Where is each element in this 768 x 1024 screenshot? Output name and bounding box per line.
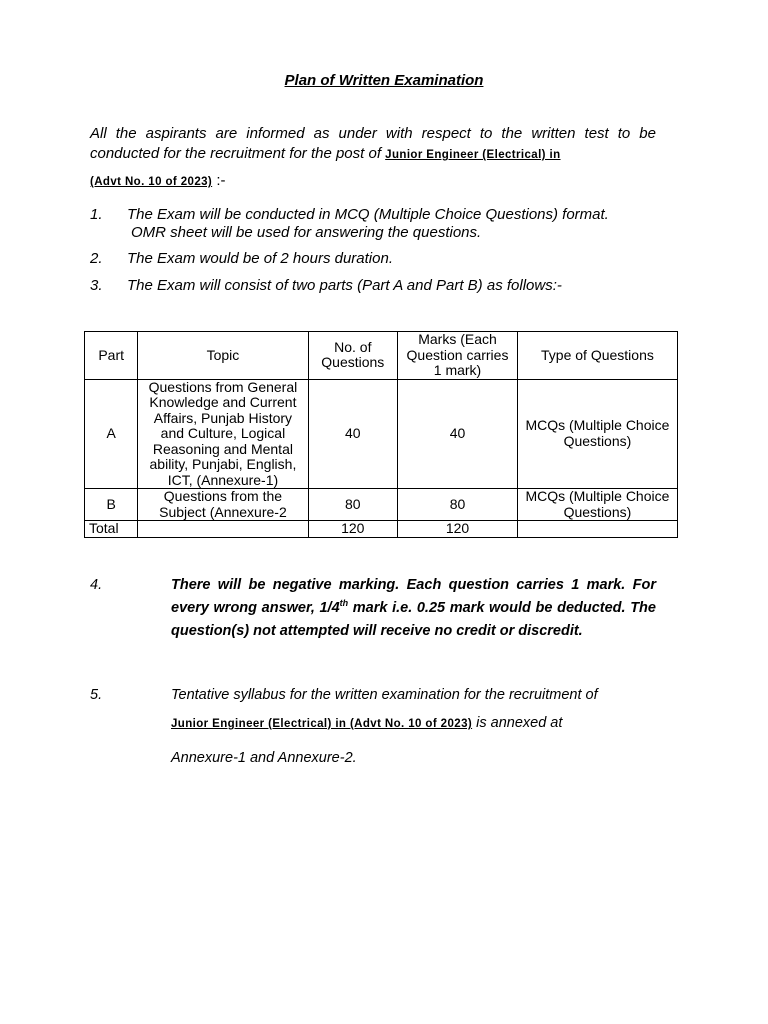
point-number: 3. xyxy=(90,277,103,294)
point-text: Tentative syllabus for the written examination for the recruitment of xyxy=(171,687,598,703)
intro-tail: :- xyxy=(216,172,226,189)
header-part: Part xyxy=(85,332,138,380)
superscript-th: th xyxy=(339,598,349,609)
negative-marking-text xyxy=(171,574,656,643)
cell-total-marks: 120 xyxy=(398,521,518,538)
cell-no-of-questions: 80 xyxy=(308,489,398,521)
post-name: Junior Engineer (Electrical) in xyxy=(385,149,561,161)
cell-empty xyxy=(138,521,308,538)
point-text: The Exam would be of 2 hours duration. xyxy=(127,250,393,267)
cell-total-questions: 120 xyxy=(308,521,398,538)
annexure-line: Annexure-1 and Annexure-2. xyxy=(171,750,357,766)
table-row xyxy=(85,379,678,489)
advt-number: (Advt No. 10 of 2023) xyxy=(90,176,213,188)
point-number: 4. xyxy=(90,577,103,593)
post-name: Junior Engineer (Electrical) in (Advt No. 10 of 2023) xyxy=(171,718,473,730)
post-line xyxy=(171,710,656,737)
advt-line xyxy=(90,171,656,192)
exam-plan-table xyxy=(84,331,678,538)
cell-marks: 40 xyxy=(398,379,518,489)
header-marks: Marks (Each Question carries 1 mark) xyxy=(398,332,518,380)
syllabus-text xyxy=(171,682,656,771)
header-no-of-questions: No. of Questions xyxy=(308,332,398,380)
cell-topic: Questions from the Subject (Annexure-2 xyxy=(138,489,308,521)
point-text: The Exam will be conducted in MCQ (Multiple Choice Questions) format. xyxy=(127,206,609,223)
cell-type: MCQs (Multiple Choice Questions) xyxy=(517,379,677,489)
table-row xyxy=(85,489,678,521)
point-text-continued: OMR sheet will be used for answering the questions. xyxy=(131,224,482,241)
cell-marks: 80 xyxy=(398,489,518,521)
point-number: 1. xyxy=(90,206,103,223)
cell-topic: Questions from General Knowledge and Current Affairs, Punjab History and Culture, Logical Reasoning and Mental ability, Punjabi, English, ICT, (Annexure-1) xyxy=(138,379,308,489)
header-topic: Topic xyxy=(138,332,308,380)
cell-empty xyxy=(517,521,677,538)
point-text: The Exam will consist of two parts (Part A and Part B) as follows:- xyxy=(127,277,562,294)
point-number: 5. xyxy=(90,687,103,703)
cell-no-of-questions: 40 xyxy=(308,379,398,489)
cell-part: A xyxy=(85,379,138,489)
point-text-b: mark i.e. 0.25 mark would be deducted. The question(s) not attempted will receive no credit or discredit. xyxy=(171,600,656,639)
point-text-a: There will be negative marking. Each question carries 1 mark. For every wrong answer, 1/4 xyxy=(171,577,656,616)
cell-part: B xyxy=(85,489,138,521)
header-type: Type of Questions xyxy=(517,332,677,380)
page-title: Plan of Written Examination xyxy=(284,72,484,89)
cell-type: MCQs (Multiple Choice Questions) xyxy=(517,489,677,521)
point-number: 2. xyxy=(90,250,103,267)
point-2 xyxy=(90,250,393,268)
table-header-row xyxy=(85,332,678,380)
intro-text: All the aspirants are informed as under with respect to the written test to be conducted for the recruitment for the post of xyxy=(90,125,656,162)
cell-total-label: Total xyxy=(85,521,138,538)
point-1 xyxy=(90,206,609,242)
point-3 xyxy=(90,277,562,295)
point-4 xyxy=(90,574,656,643)
intro-paragraph xyxy=(90,124,656,192)
table-total-row xyxy=(85,521,678,538)
point-tail: is annexed at xyxy=(472,715,563,731)
point-5 xyxy=(90,682,656,771)
